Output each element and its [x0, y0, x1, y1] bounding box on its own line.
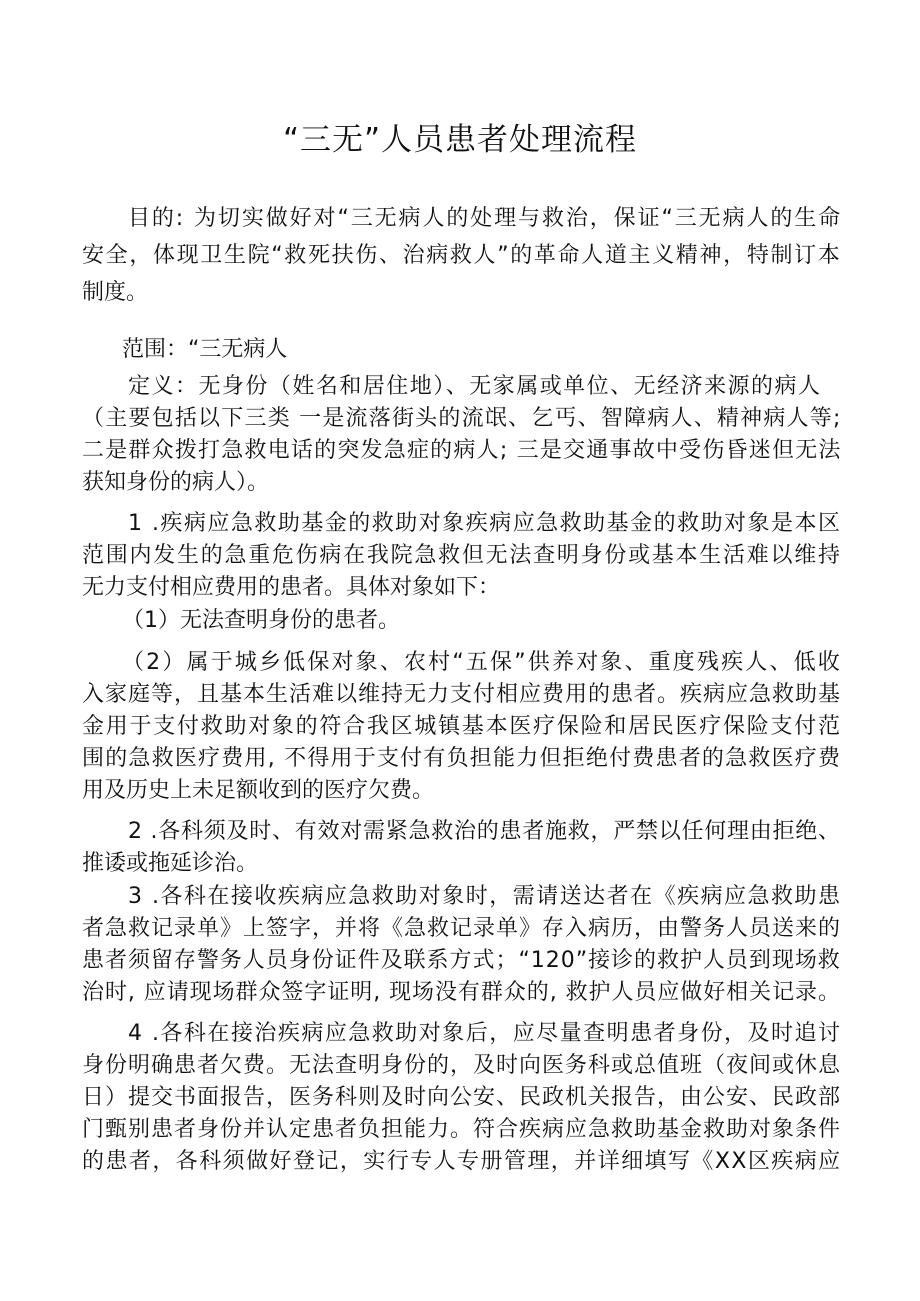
page-title: “三无”人员患者处理流程: [282, 122, 638, 158]
item-1-line-1: 1 .疾病应急救助基金的救助对象疾病应急救助基金的救助对象是本区: [128, 511, 842, 536]
item-4-line-5: 的患者，各科须做好登记，实行专人专册管理，并详细填写《XX区疾病应: [82, 1149, 842, 1174]
item-1-sub-2-line-2: 入家庭等，且基本生活难以维持无力支付相应费用的患者。疾病应急救助基: [82, 682, 842, 707]
item-3-line-2: 者急救记录单》上签字，并将《急救记录单》存入病历，由警务人员送来的: [82, 916, 842, 941]
item-3-line-1: 3 .各科在接收疾病应急救助对象时，需请送达者在《疾病应急救助患: [128, 884, 842, 909]
purpose-line-1: 目的: 为切实做好对“三无病人的处理与救治，保证“三无病人的生命: [128, 206, 843, 231]
definition-line-1: 定义：无身份（姓名和居住地）、无家属或单位、无经济来源的病人: [128, 374, 822, 399]
item-4-line-3: 日）提交书面报告，医务科则及时向公安、民政机关报告，由公安、民政部: [82, 1085, 842, 1110]
item-1-line-3: 无力支付相应费用的患者。具体对象如下：: [82, 575, 501, 600]
item-4-line-4: 门甄别患者身份并认定患者负担能力。符合疾病应急救助基金救助对象条件: [82, 1117, 842, 1142]
definition-line-3: 二是群众拨打急救电话的突发急症的病人; 三是交通事故中受伤昏迷但无法: [82, 438, 842, 463]
item-1-sub-2-line-3: 金用于支付救助对象的符合我区城镇基本医疗保险和居民医疗保险支付范: [82, 714, 842, 739]
item-1-line-2: 范围内发生的急重危伤病在我院急救但无法查明身份或基本生活难以维持: [82, 543, 842, 568]
item-1-sub-1: （1）无法查明身份的患者。: [122, 608, 400, 633]
item-4-line-2: 身份明确患者欠费。无法查明身份的，及时向医务科或总值班（夜间或休息: [82, 1053, 842, 1078]
item-3-line-4: 治时, 应请现场群众签字证明, 现场没有群众的, 救护人员应做好相关记录。: [82, 980, 841, 1005]
item-2-line-1: 2 .各科须及时、有效对需紧急救治的患者施救，严禁以任何理由拒绝、: [128, 819, 841, 844]
definition-line-2: （主要包括以下三类 一是流落街头的流氓、乞丐、智障病人、精神病人等;: [82, 406, 842, 431]
scope-line: 范围：“三无病人: [122, 337, 288, 362]
item-1-sub-2-line-1: （2）属于城乡低保对象、农村“五保”供养对象、重度残疾人、低收: [122, 650, 842, 675]
item-4-line-1: 4 .各科在接治疾病应急救助对象后，应尽量查明患者身份，及时追讨: [128, 1021, 842, 1046]
item-3-line-3: 患者须留存警务人员身份证件及联系方式；“120”接诊的救护人员到现场救: [82, 948, 841, 973]
definition-line-4: 获知身份的病人）。: [82, 470, 270, 495]
item-1-sub-2-line-4: 围的急救医疗费用, 不得用于支付有负担能力但拒绝付费患者的急救医疗费: [82, 746, 842, 771]
purpose-line-3: 制度。: [82, 280, 149, 305]
item-2-line-2: 推诿或拖延诊治。: [82, 851, 259, 876]
purpose-line-2: 安全，体现卫生院“救死扶伤、治病救人”的革命人道主义精神，特制订本: [82, 243, 842, 268]
item-1-sub-2-line-5: 用及历史上未足额收到的医疗欠费。: [82, 778, 435, 803]
